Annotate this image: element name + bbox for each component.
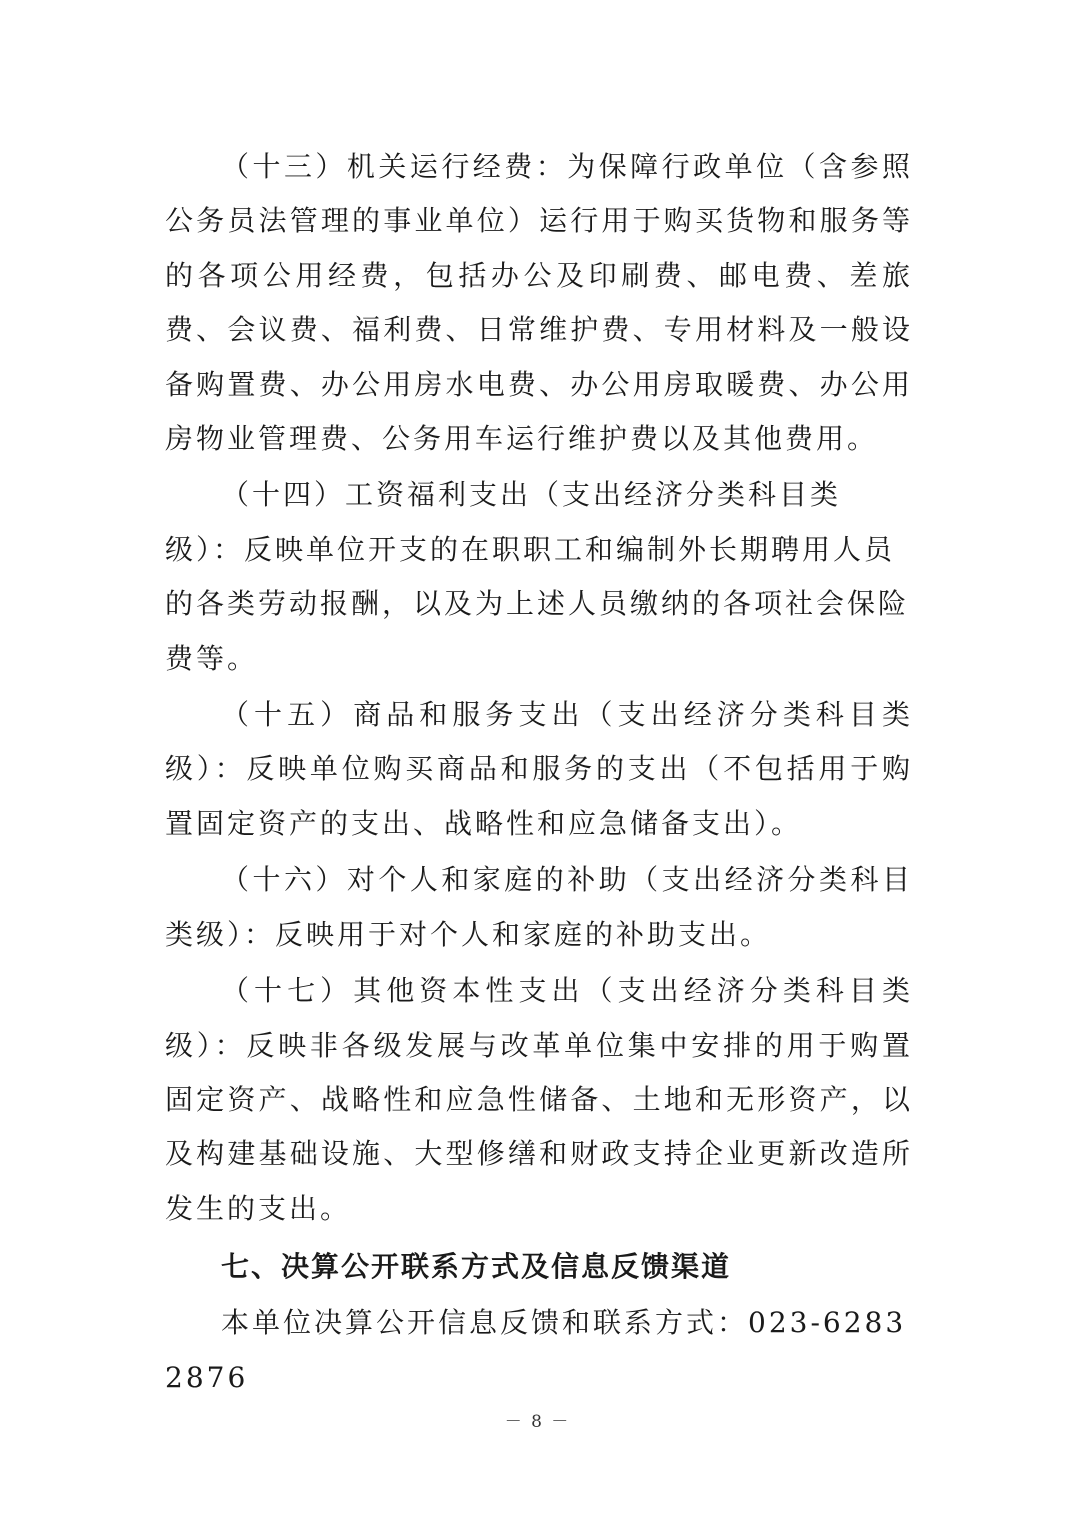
paragraph-15: （十五）商品和服务支出（支出经济分类科目类级）：反映单位购买商品和服务的支出（不包括用于购置固定资产的支出、战略性和应急储备支出）。 xyxy=(165,698,913,840)
paragraph-16: （十六）对个人和家庭的补助（支出经济分类科目类级）：反映用于对个人和家庭的补助支出。 xyxy=(165,863,913,951)
paragraph-17: （十七）其他资本性支出（支出经济分类科目类级）：反映非各级发展与改革单位集中安排的用于购置固定资产、战略性和应急性储备、土地和无形资产，以及构建基础设施、大型修缮和财政支持企业更新改造所发生的支出。 xyxy=(165,974,913,1225)
paragraph-13: （十三）机关运行经费：为保障行政单位（含参照公务员法管理的事业单位）运行用于购买货物和服务等的各项公用经费，包括办公及印刷费、邮电费、差旅费、会议费、福利费、日常维护费、专用材料及一般设备购置费、办公用房水电费、办公用房取暖费、办公用房物业管理费、公务用车运行维护费以及其他费用。 xyxy=(165,150,913,456)
contact-info: 本单位决算公开信息反馈和联系方式：023-62832876 xyxy=(165,1306,907,1394)
document-body xyxy=(165,140,913,1407)
paragraph-14: （十四）工资福利支出（支出经济分类科目类级）：反映单位开支的在职职工和编制外长期聘用人员的各类劳动报酬，以及为上述人员缴纳的各项社会保险费等。 xyxy=(165,478,910,675)
section-heading-contact: 七、决算公开联系方式及信息反馈渠道 xyxy=(221,1250,732,1284)
page-number: － 8 － xyxy=(504,1412,571,1432)
